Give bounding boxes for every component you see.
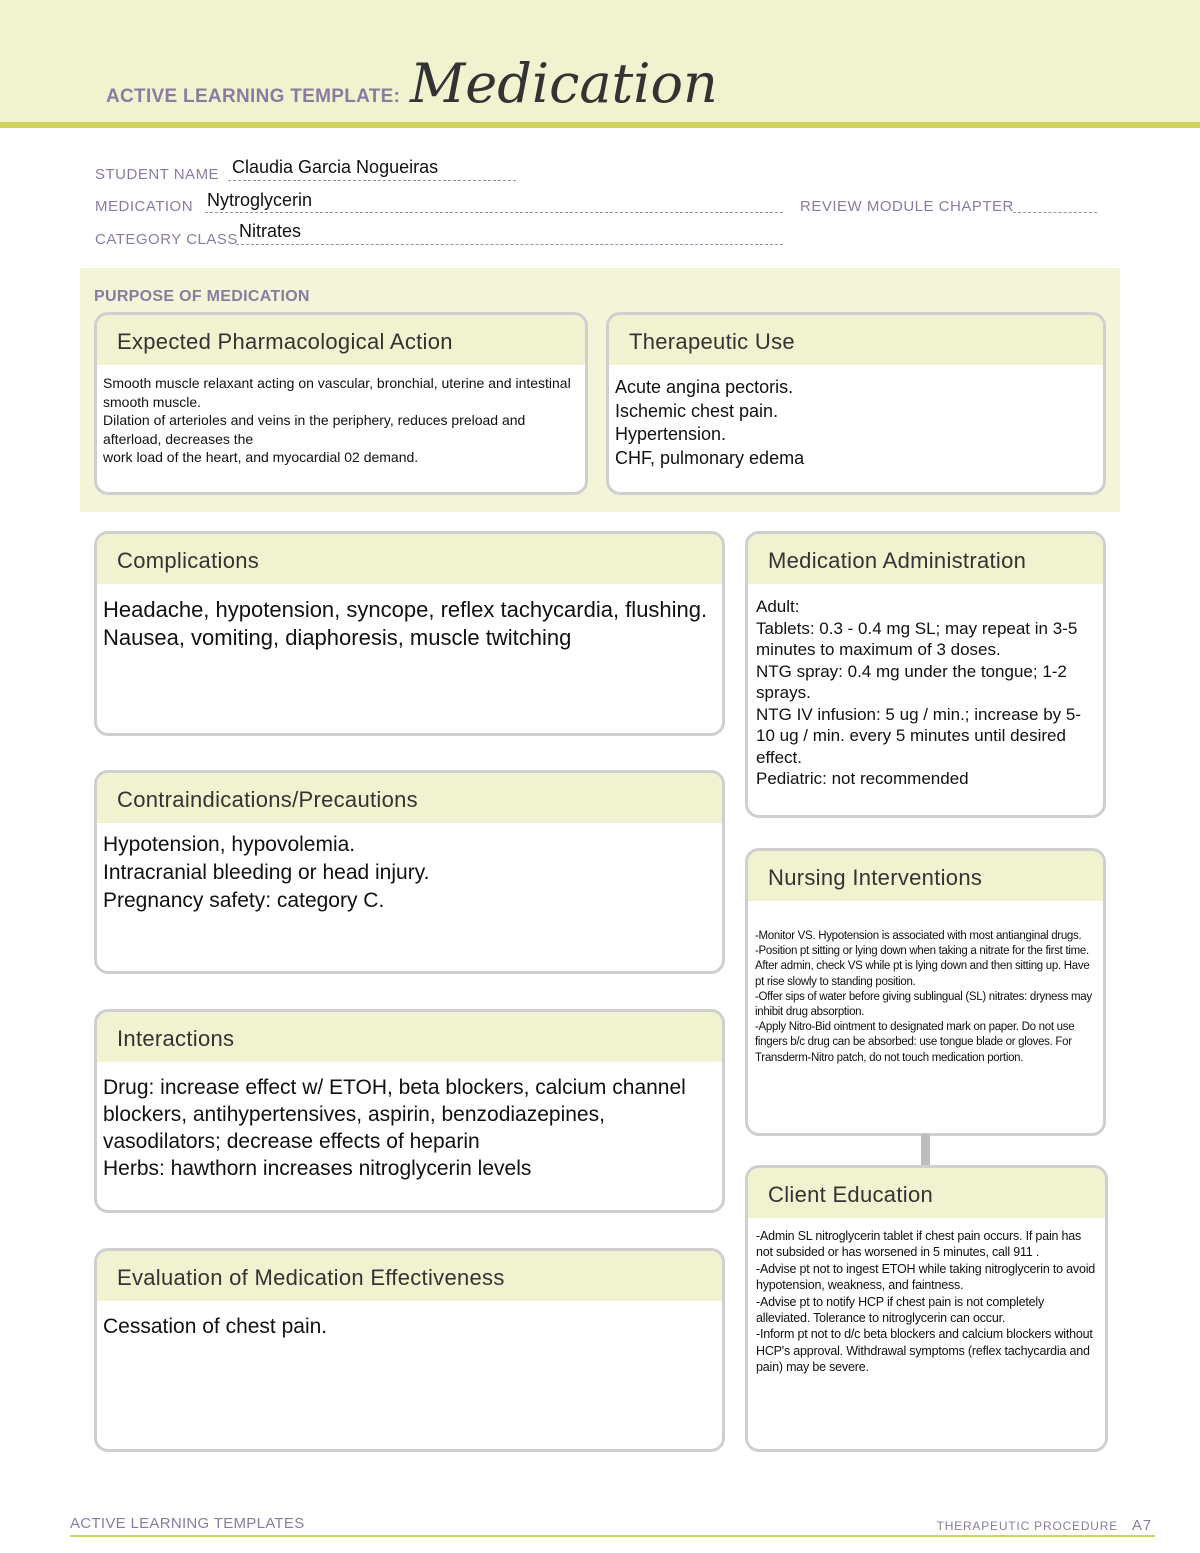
expected-action-text[interactable]: Smooth muscle relaxant acting on vascular, bronchial, uterine and intestinal smooth muscle. Dilation of arterioles and veins in the periphery, reduces preload and afterload, decreases the work load of the heart, and myocardial 02 demand.	[103, 375, 571, 465]
purpose-title: PURPOSE OF MEDICATION	[94, 288, 310, 305]
footer-section: THERAPEUTIC PROCEDURE	[936, 1519, 1119, 1533]
header-banner	[0, 0, 1200, 128]
category-class-field[interactable]: Nitrates	[239, 221, 302, 241]
footer-left: ACTIVE LEARNING TEMPLATES	[70, 1515, 305, 1532]
contraindications-title: Contraindications/Precautions	[97, 773, 722, 823]
medication-field[interactable]: Nytroglycerin	[207, 190, 313, 210]
therapeutic-use-text[interactable]: Acute angina pectoris. Ischemic chest pain. Hypertension. CHF, pulmonary edema	[615, 377, 805, 468]
administration-title: Medication Administration	[748, 534, 1103, 584]
nursing-interventions-text[interactable]: -Monitor VS. Hypotension is associated with most antianginal drugs. -Position pt sitting or lying down when taking a nitrate for the first time. After admin, check VS while pt is lying down and then sitting up. Have pt rise slowly to standing position. -Offer sips of water before giving sublingual (SL) nitrates: dryness may inhibit drug absorption. -Apply Nitro-Bid ointment to designated mark on paper. Do not use fingers b/c drug can be absorbed: use tongue blade or gloves. For Transderm-Nitro patch, do not touch medication portion.	[755, 930, 1092, 1064]
therapeutic-use-box	[606, 312, 1106, 495]
template-label: ACTIVE LEARNING TEMPLATE:	[106, 86, 401, 107]
interactions-title: Interactions	[97, 1012, 722, 1062]
complications-title: Complications	[97, 534, 722, 584]
medication-label: MEDICATION	[95, 198, 194, 215]
medication-line	[205, 212, 783, 213]
nursing-interventions-title: Nursing Interventions	[748, 851, 1103, 901]
student-name-label: STUDENT NAME	[95, 166, 220, 183]
footer-page-number: A7	[1132, 1517, 1152, 1534]
evaluation-text[interactable]: Cessation of chest pain.	[103, 1315, 328, 1338]
contraindications-box	[94, 770, 725, 974]
evaluation-box	[94, 1248, 725, 1452]
complications-text[interactable]: Headache, hypotension, syncope, reflex tachycardia, flushing. Nausea, vomiting, diaphoresis, muscle twitching	[103, 597, 708, 650]
footer-divider	[70, 1535, 1155, 1537]
expected-action-title: Expected Pharmacological Action	[97, 315, 585, 365]
evaluation-title: Evaluation of Medication Effectiveness	[97, 1251, 722, 1301]
page-title: Medication	[410, 52, 718, 115]
category-class-label: CATEGORY CLASS	[95, 231, 238, 248]
nursing-interventions-box	[745, 848, 1106, 1136]
review-module-line	[1013, 212, 1097, 213]
category-class-line	[236, 244, 783, 245]
interactions-text[interactable]: Drug: increase effect w/ ETOH, beta blockers, calcium channel blockers, antihypertensives, aspirin, benzodiazepines, vasodilators; decrease effects of heparin Herbs: hawthorn increases nitroglycerin levels	[103, 1076, 686, 1180]
client-education-title: Client Education	[748, 1168, 1105, 1218]
contraindications-text[interactable]: Hypotension, hypovolemia. Intracranial bleeding or head injury. Pregnancy safety: category C.	[103, 833, 430, 912]
complications-box	[94, 531, 725, 736]
expected-action-box	[94, 312, 588, 495]
connector-bar	[921, 1134, 930, 1166]
client-education-text[interactable]: -Admin SL nitroglycerin tablet if chest pain occurs. If pain has not subsided or has worsened in 5 minutes, call 911 . -Advise pt not to ingest ETOH while taking nitroglycerin to avoid hypotension, weakness, and faintness. -Advise pt to notify HCP if chest pain is not completely alleviated. Tolerance to nitroglycerin can occur. -Inform pt not to d/c beta blockers and calcium blockers without HCP's approval. Withdrawal symptoms (reflex tachycardia and pain) may be severe.	[756, 1229, 1096, 1375]
therapeutic-use-title: Therapeutic Use	[609, 315, 1103, 365]
interactions-box	[94, 1009, 725, 1213]
student-name-line	[228, 180, 516, 181]
review-module-label: REVIEW MODULE CHAPTER	[800, 198, 1014, 215]
administration-box	[745, 531, 1106, 818]
client-education-box	[745, 1165, 1108, 1452]
administration-text[interactable]: Adult: Tablets: 0.3 - 0.4 mg SL; may repeat in 3-5 minutes to maximum of 3 doses. NTG spray: 0.4 mg under the tongue; 1-2 sprays. NTG IV infusion: 5 ug / min.; increase by 5-10 ug / min. every 5 minutes until desired effect. Pediatric: not recommended	[756, 597, 1082, 788]
footer-right	[937, 1517, 1152, 1534]
student-name-field[interactable]: Claudia Garcia Nogueiras	[232, 157, 439, 177]
